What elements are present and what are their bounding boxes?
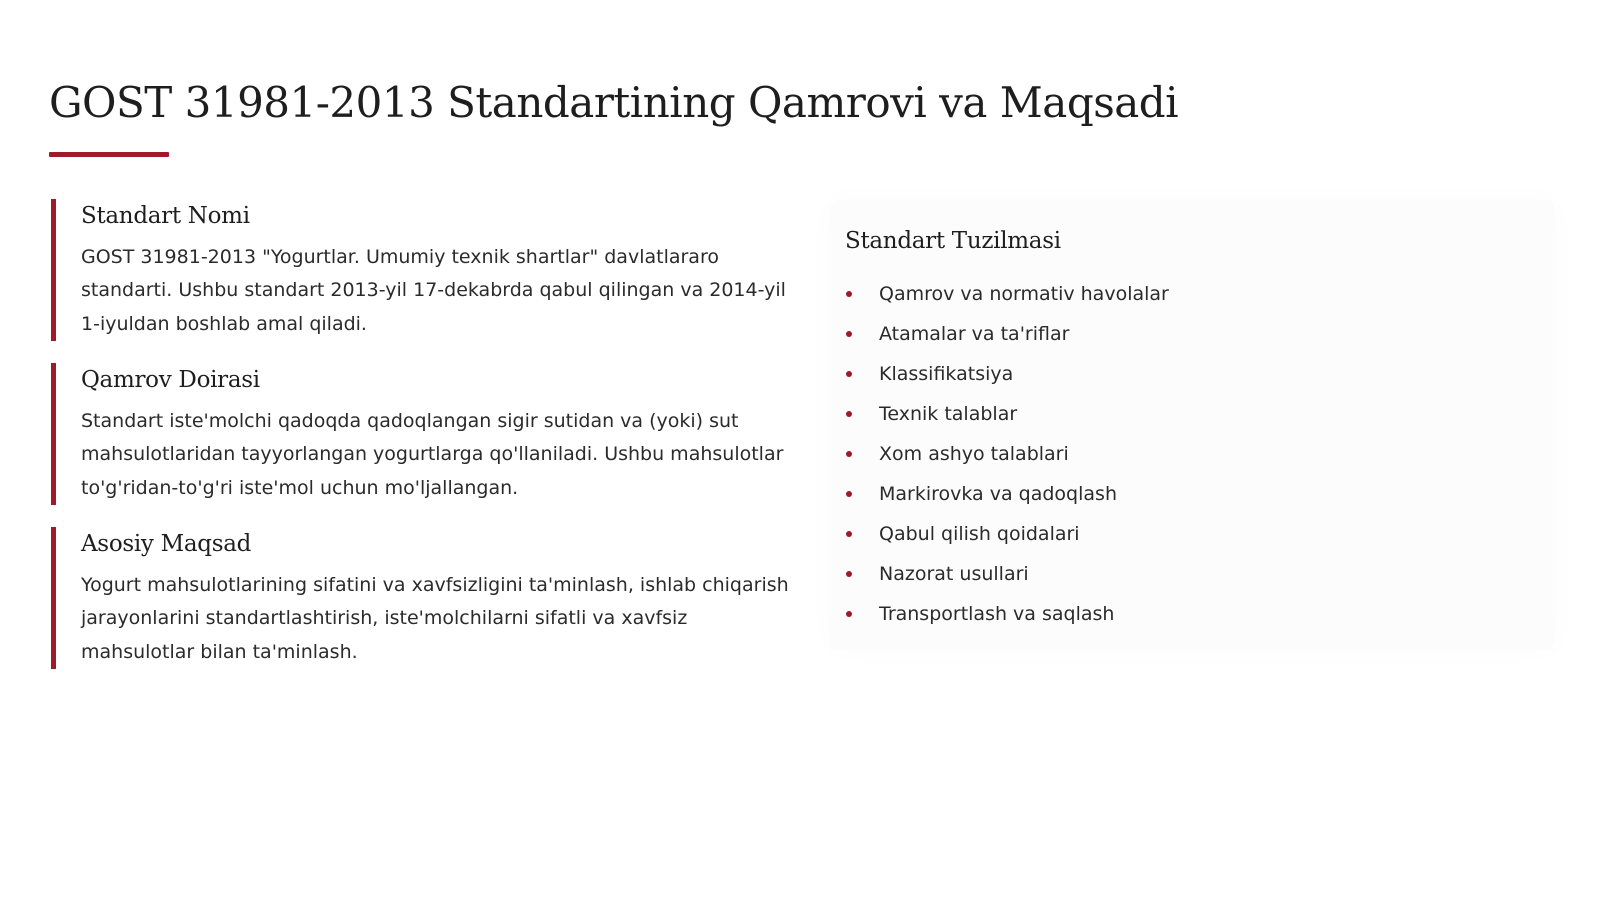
list-item-label: Klassifikatsiya bbox=[879, 363, 1014, 385]
list-item bbox=[845, 394, 1169, 434]
bullet-icon bbox=[846, 611, 852, 617]
list-item bbox=[845, 434, 1169, 474]
section-text: Yogurt mahsulotlarining sifatini va xavfsizligini ta'minlash, ishlab chiqarish jarayonlarini standartlashtirish, iste'molchilarni sifatli va xavfsiz mahsulotlar bilan ta'minlash. bbox=[81, 573, 789, 663]
list-item bbox=[845, 514, 1169, 554]
list-item-label: Atamalar va ta'riflar bbox=[879, 323, 1070, 345]
bullet-icon bbox=[846, 331, 852, 337]
bullet-icon bbox=[846, 371, 852, 377]
list-item bbox=[845, 314, 1169, 354]
list-item bbox=[845, 274, 1169, 314]
section-heading: Standart Nomi bbox=[81, 203, 250, 229]
bullet-icon bbox=[846, 571, 852, 577]
list-item-label: Qamrov va normativ havolalar bbox=[879, 283, 1169, 305]
section-scope bbox=[51, 363, 796, 505]
structure-card bbox=[830, 200, 1555, 650]
list-item bbox=[845, 354, 1169, 394]
list-item-label: Markirovka va qadoqlash bbox=[879, 483, 1117, 505]
list-item-label: Xom ashyo talablari bbox=[879, 443, 1069, 465]
section-heading: Asosiy Maqsad bbox=[81, 531, 252, 557]
list-item bbox=[845, 554, 1169, 594]
list-item bbox=[845, 474, 1169, 514]
section-standard-name bbox=[51, 199, 796, 341]
structure-heading: Standart Tuzilmasi bbox=[845, 228, 1061, 254]
bullet-icon bbox=[846, 291, 852, 297]
list-item-label: Texnik talablar bbox=[879, 403, 1018, 425]
bullet-icon bbox=[846, 451, 852, 457]
list-item bbox=[845, 594, 1169, 634]
bullet-icon bbox=[846, 491, 852, 497]
section-text: Standart iste'molchi qadoqda qadoqlangan sigir sutidan va (yoki) sut mahsulotlaridan tayyorlangan yogurtlarga qo'llaniladi. Ushbu mahsulotlar to'g'ridan-to'g'ri iste'mol uchun mo'ljallangan. bbox=[81, 409, 784, 499]
section-main-goal bbox=[51, 527, 796, 669]
title-underline bbox=[49, 152, 169, 157]
structure-list bbox=[845, 274, 1169, 634]
list-item-label: Transportlash va saqlash bbox=[879, 603, 1115, 625]
list-item-label: Qabul qilish qoidalari bbox=[879, 523, 1080, 545]
list-item-label: Nazorat usullari bbox=[879, 563, 1029, 585]
section-text: GOST 31981-2013 "Yogurtlar. Umumiy texnik shartlar" davlatlararo standarti. Ushbu standart 2013-yil 17-dekabrda qabul qilingan va 2014-yil 1-iyuldan boshlab amal qiladi. bbox=[81, 245, 786, 335]
slide-title: GOST 31981-2013 Standartining Qamrovi va Maqsadi bbox=[49, 78, 1179, 127]
info-sections bbox=[51, 199, 796, 691]
bullet-icon bbox=[846, 531, 852, 537]
bullet-icon bbox=[846, 411, 852, 417]
section-heading: Qamrov Doirasi bbox=[81, 367, 260, 393]
